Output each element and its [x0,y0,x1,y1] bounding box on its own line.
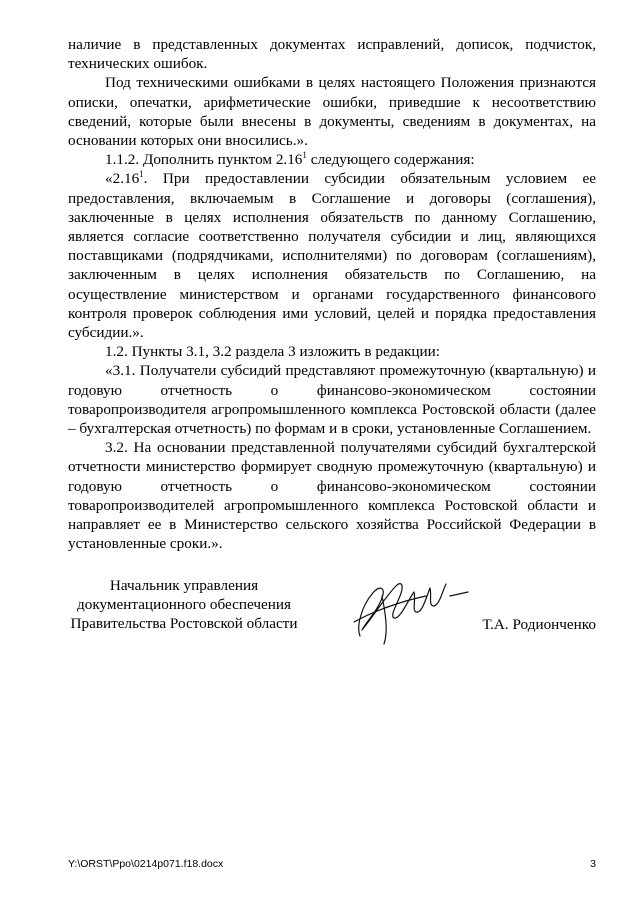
paragraph-1: наличие в представленных документах исправлений, дописок, подчисток, технических ошибок. [68,36,596,73]
paragraph-4-text: «2.16 [105,170,140,188]
paragraph-5: 1.2. Пункты 3.1, 3.2 раздела 3 изложить в редакции: [105,343,440,361]
signatory-title-line-1: Начальник управления [109,577,259,594]
paragraph-4 [68,169,596,342]
paragraph-3 [68,150,596,169]
superscript: 1 [139,169,144,180]
paragraph-7: 3.2. На основании представленной получателями субсидий бухгалтерской отчетности министерство формирует сводную промежуточную (квартальную) и годовую отчетность о финансово-экономическом состоянии товаропроизводителей агропромышленного комплекса Ростовской области и направляет ее в Министерство сельского хозяйства Российской Федерации в установленные сроки.». [68,439,596,553]
paragraph-2: Под техническими ошибками в целях настоящего Положения признаются описки, опечатки, арифметические ошибки, приведшие к несоответствию сведений, которые были внесены в документы, сведениям в документах, на основании которых они вносились.». [68,74,596,150]
page-number: 3 [590,858,596,870]
paragraph-4-text-end: . При предоставлении субсидии обязательным условием ее предоставления, включаемым в Соглашение и договоры (соглашения), заключенные в целях исполнения обязательств по данному Соглашению, является согласие соответственно получателя субсидии и лиц, являющихся поставщиками (подрядчиками, исполнителями) по договорам (соглашениям), заключенным в целях исполнения обязательств по Соглашению, на осуществление министерством и органами государственного финансового контроля проверок соблюдения ими условий, целей и порядка предоставления субсидии.». [68,170,596,342]
superscript: 1 [302,150,307,161]
footer-file-path: Y:\ORST\Ppo\0214p071.f18.docx [68,858,224,870]
paragraph-3-text-end: следующего содержания: [306,151,475,169]
signatory-title [64,576,304,634]
document-body [68,35,596,553]
paragraph-3-text: 1.1.2. Дополнить пунктом 2.16 [105,151,303,169]
handwritten-signature [342,566,482,648]
signatory-title-line-3: Правительства Ростовской области [70,615,298,633]
paragraph-6: «3.1. Получатели субсидий представляют промежуточную (квартальную) и годовую отчетность о финансово-экономическом состоянии товаропроизводителя агропромышленного комплекса Ростовской области (далее – бухгалтерская отчетность) по формам и в сроки, установленные Соглашением. [68,362,596,438]
signatory-title-line-2: документационного обеспечения [77,596,291,614]
signatory-name: Т.А. Родионченко [482,616,596,633]
